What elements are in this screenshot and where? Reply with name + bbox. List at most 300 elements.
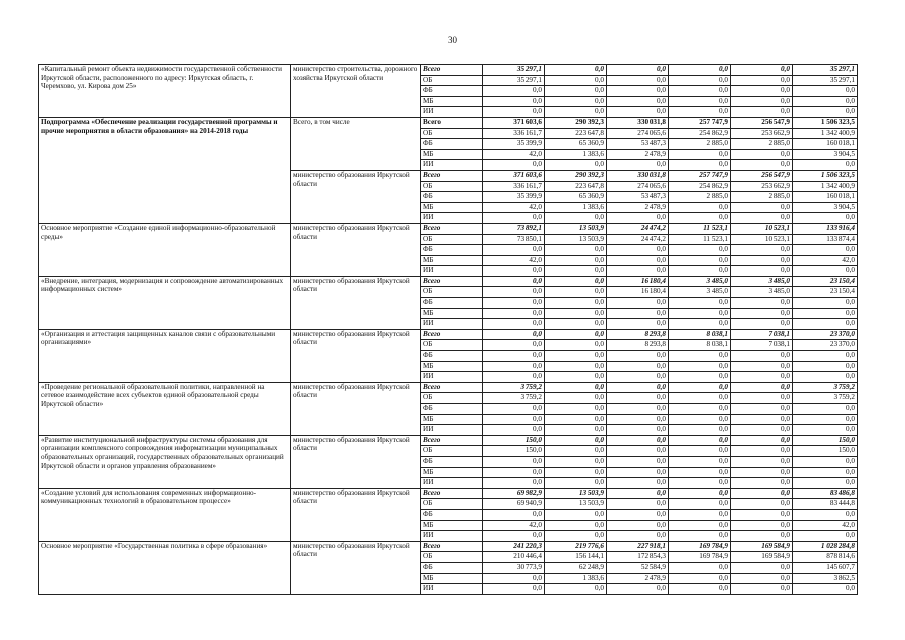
amount-year-cell: 253 662,9 — [731, 181, 793, 192]
amount-year-cell: 0,0 — [731, 446, 793, 457]
amount-total-cell: 0,0 — [793, 351, 858, 362]
amount-year-cell: 330 031,8 — [607, 117, 669, 128]
amount-total-cell: 160 018,1 — [793, 139, 858, 150]
amount-year-cell: 254 862,9 — [669, 181, 731, 192]
amount-year-cell: 52 584,9 — [607, 562, 669, 573]
funding-source: Всего — [421, 541, 483, 552]
amount-year-cell: 0,0 — [669, 478, 731, 489]
amount-year-cell: 0,0 — [669, 65, 731, 76]
amount-year-cell: 0,0 — [545, 160, 607, 171]
amount-year-cell: 253 662,9 — [731, 128, 793, 139]
amount-total-cell: 35 297,1 — [793, 65, 858, 76]
activity-description: «Внедрение, интеграция, модернизация и сопровождение автоматизированных информационных систем» — [39, 276, 291, 329]
amount-year-cell: 0,0 — [607, 266, 669, 277]
amount-total-cell: 133 874,4 — [793, 234, 858, 245]
amount-year-cell: 0,0 — [607, 86, 669, 97]
amount-year-cell: 150,0 — [483, 446, 545, 457]
amount-year-cell: 2 885,0 — [669, 192, 731, 203]
amount-year-cell: 0,0 — [731, 425, 793, 436]
amount-year-cell: 0,0 — [731, 404, 793, 415]
amount-year-cell: 0,0 — [607, 361, 669, 372]
amount-year-cell: 0,0 — [669, 393, 731, 404]
funding-source: МБ — [421, 414, 483, 425]
amount-year-cell: 0,0 — [483, 340, 545, 351]
amount-year-cell: 223 647,8 — [545, 128, 607, 139]
amount-year-cell: 0,0 — [669, 160, 731, 171]
amount-year-cell: 0,0 — [483, 319, 545, 330]
funding-source: Всего — [421, 65, 483, 76]
amount-year-cell: 2 885,0 — [731, 192, 793, 203]
amount-total-cell: 83 444,8 — [793, 499, 858, 510]
amount-year-cell: 290 392,3 — [545, 170, 607, 181]
amount-total-cell: 0,0 — [793, 414, 858, 425]
amount-year-cell: 371 603,6 — [483, 170, 545, 181]
funding-source: ФБ — [421, 86, 483, 97]
amount-year-cell: 0,0 — [607, 255, 669, 266]
amount-year-cell: 0,0 — [483, 298, 545, 309]
amount-year-cell: 371 603,6 — [483, 117, 545, 128]
funding-source: МБ — [421, 308, 483, 319]
funding-source: ОБ — [421, 75, 483, 86]
funding-source: ИИ — [421, 107, 483, 118]
amount-year-cell: 35 399,9 — [483, 192, 545, 203]
funding-source: ОБ — [421, 234, 483, 245]
funding-source: Всего — [421, 276, 483, 287]
amount-total-cell: 0,0 — [793, 266, 858, 277]
amount-total-cell: 0,0 — [793, 404, 858, 415]
amount-year-cell: 0,0 — [731, 435, 793, 446]
amount-total-cell: 1 342 400,9 — [793, 128, 858, 139]
amount-year-cell: 2 478,9 — [607, 573, 669, 584]
amount-year-cell: 0,0 — [607, 308, 669, 319]
amount-year-cell: 53 487,3 — [607, 192, 669, 203]
amount-year-cell: 11 523,1 — [669, 234, 731, 245]
amount-total-cell: 3 862,5 — [793, 573, 858, 584]
amount-year-cell: 0,0 — [483, 86, 545, 97]
responsible-executor: министерство образования Иркутской области — [291, 541, 421, 594]
amount-year-cell: 0,0 — [731, 298, 793, 309]
amount-year-cell: 0,0 — [483, 361, 545, 372]
amount-year-cell: 0,0 — [669, 446, 731, 457]
amount-year-cell: 0,0 — [731, 255, 793, 266]
amount-year-cell: 0,0 — [731, 65, 793, 76]
amount-year-cell: 73 892,1 — [483, 223, 545, 234]
amount-year-cell: 0,0 — [607, 435, 669, 446]
activity-description: Основное мероприятие «Создание единой информационно-образовательной среды» — [39, 223, 291, 276]
amount-year-cell: 0,0 — [731, 520, 793, 531]
amount-year-cell: 0,0 — [483, 287, 545, 298]
amount-total-cell: 0,0 — [793, 160, 858, 171]
amount-year-cell: 0,0 — [545, 446, 607, 457]
amount-year-cell: 0,0 — [545, 520, 607, 531]
funding-source: ОБ — [421, 181, 483, 192]
amount-year-cell: 42,0 — [483, 202, 545, 213]
amount-year-cell: 2 478,9 — [607, 202, 669, 213]
amount-year-cell: 0,0 — [483, 329, 545, 340]
amount-year-cell: 0,0 — [669, 372, 731, 383]
amount-year-cell: 0,0 — [607, 584, 669, 595]
amount-year-cell: 0,0 — [607, 160, 669, 171]
amount-total-cell: 83 486,8 — [793, 488, 858, 499]
funding-source: ФБ — [421, 562, 483, 573]
amount-year-cell: 0,0 — [483, 372, 545, 383]
amount-year-cell: 0,0 — [669, 562, 731, 573]
amount-total-cell: 145 607,7 — [793, 562, 858, 573]
amount-year-cell: 62 248,9 — [545, 562, 607, 573]
amount-year-cell: 0,0 — [669, 86, 731, 97]
amount-year-cell: 0,0 — [483, 414, 545, 425]
amount-year-cell: 169 584,9 — [731, 552, 793, 563]
amount-year-cell: 0,0 — [669, 456, 731, 467]
amount-total-cell: 0,0 — [793, 509, 858, 520]
amount-year-cell: 0,0 — [669, 75, 731, 86]
amount-year-cell: 0,0 — [669, 351, 731, 362]
activity-description: «Проведение региональной образовательной политики, направленной на сетевое взаимодействие всех субъектов единой образовательной среды Иркутской области» — [39, 382, 291, 435]
amount-year-cell: 0,0 — [731, 509, 793, 520]
amount-year-cell: 0,0 — [483, 351, 545, 362]
amount-year-cell: 8 038,1 — [669, 329, 731, 340]
amount-year-cell: 0,0 — [731, 531, 793, 542]
table-row — [39, 329, 858, 340]
amount-year-cell: 274 065,6 — [607, 181, 669, 192]
funding-source: ИИ — [421, 266, 483, 277]
amount-year-cell: 0,0 — [483, 276, 545, 287]
amount-year-cell: 0,0 — [545, 213, 607, 224]
amount-year-cell: 0,0 — [545, 404, 607, 415]
amount-total-cell: 0,0 — [793, 372, 858, 383]
amount-total-cell: 0,0 — [793, 86, 858, 97]
amount-year-cell: 0,0 — [607, 372, 669, 383]
table-row — [39, 541, 858, 552]
amount-year-cell: 0,0 — [731, 562, 793, 573]
funding-source: МБ — [421, 96, 483, 107]
amount-year-cell: 0,0 — [669, 149, 731, 160]
amount-year-cell: 3 759,2 — [483, 393, 545, 404]
amount-total-cell: 23 150,4 — [793, 276, 858, 287]
amount-year-cell: 0,0 — [669, 213, 731, 224]
amount-year-cell: 0,0 — [483, 213, 545, 224]
amount-year-cell: 257 747,9 — [669, 170, 731, 181]
amount-year-cell: 0,0 — [483, 245, 545, 256]
activity-description: Подпрограмма «Обеспечение реализации государственной программы и прочие мероприятия в области образования» на 2014-2018 годы — [39, 117, 291, 223]
amount-year-cell: 0,0 — [607, 382, 669, 393]
amount-year-cell: 0,0 — [545, 456, 607, 467]
amount-year-cell: 0,0 — [607, 245, 669, 256]
amount-year-cell: 0,0 — [731, 319, 793, 330]
amount-year-cell: 69 940,9 — [483, 499, 545, 510]
amount-total-cell: 0,0 — [793, 478, 858, 489]
amount-year-cell: 336 161,7 — [483, 181, 545, 192]
amount-year-cell: 0,0 — [545, 509, 607, 520]
amount-year-cell: 8 293,8 — [607, 329, 669, 340]
activity-description: Основное мероприятие «Государственная политика в сфере образования» — [39, 541, 291, 594]
amount-total-cell: 0,0 — [793, 467, 858, 478]
amount-year-cell: 16 180,4 — [607, 287, 669, 298]
amount-year-cell: 156 144,1 — [545, 552, 607, 563]
amount-year-cell: 0,0 — [607, 414, 669, 425]
amount-year-cell: 0,0 — [545, 308, 607, 319]
amount-year-cell: 0,0 — [731, 382, 793, 393]
amount-year-cell: 0,0 — [607, 213, 669, 224]
amount-year-cell: 0,0 — [607, 478, 669, 489]
amount-year-cell: 0,0 — [545, 425, 607, 436]
amount-year-cell: 0,0 — [731, 266, 793, 277]
amount-total-cell: 1 028 284,8 — [793, 541, 858, 552]
amount-year-cell: 0,0 — [607, 393, 669, 404]
amount-year-cell: 8 293,8 — [607, 340, 669, 351]
amount-total-cell: 150,0 — [793, 446, 858, 457]
amount-year-cell: 0,0 — [669, 245, 731, 256]
amount-year-cell: 1 383,6 — [545, 202, 607, 213]
amount-year-cell: 16 180,4 — [607, 276, 669, 287]
amount-total-cell: 1 506 323,5 — [793, 117, 858, 128]
amount-year-cell: 1 383,6 — [545, 573, 607, 584]
amount-year-cell: 0,0 — [731, 488, 793, 499]
amount-year-cell: 0,0 — [731, 149, 793, 160]
amount-year-cell: 2 885,0 — [731, 139, 793, 150]
amount-year-cell: 0,0 — [483, 478, 545, 489]
amount-year-cell: 0,0 — [607, 319, 669, 330]
funding-source: ОБ — [421, 499, 483, 510]
amount-year-cell: 0,0 — [669, 584, 731, 595]
funding-source: Всего — [421, 329, 483, 340]
amount-year-cell: 0,0 — [607, 456, 669, 467]
responsible-executor: министерство строительства, дорожного хозяйства Иркутской области — [291, 65, 421, 118]
amount-year-cell: 7 038,1 — [731, 340, 793, 351]
funding-source: МБ — [421, 149, 483, 160]
amount-year-cell: 0,0 — [607, 404, 669, 415]
amount-year-cell: 0,0 — [545, 382, 607, 393]
amount-year-cell: 0,0 — [669, 404, 731, 415]
amount-year-cell: 169 784,9 — [669, 541, 731, 552]
funding-source: ИИ — [421, 213, 483, 224]
amount-year-cell: 219 776,6 — [545, 541, 607, 552]
amount-year-cell: 0,0 — [731, 372, 793, 383]
amount-total-cell: 3 759,2 — [793, 382, 858, 393]
table-row — [39, 117, 858, 128]
amount-year-cell: 0,0 — [483, 266, 545, 277]
amount-year-cell: 0,0 — [669, 266, 731, 277]
amount-year-cell: 0,0 — [731, 245, 793, 256]
funding-source: ИИ — [421, 584, 483, 595]
amount-year-cell: 274 065,6 — [607, 128, 669, 139]
amount-year-cell: 0,0 — [545, 351, 607, 362]
responsible-executor: министерство образования Иркутской области — [291, 329, 421, 382]
amount-year-cell: 169 784,9 — [669, 552, 731, 563]
amount-year-cell: 0,0 — [731, 584, 793, 595]
amount-year-cell: 0,0 — [669, 488, 731, 499]
amount-total-cell: 0,0 — [793, 531, 858, 542]
activity-description: «Развитие институциональной инфраструктуры системы образования для организации комплексного сопровождения информатизации муниципальных образовательных организаций, государственных образовательных организаций Иркутской области и органов управления образованием» — [39, 435, 291, 488]
table-row — [39, 382, 858, 393]
amount-year-cell: 0,0 — [607, 351, 669, 362]
amount-year-cell: 0,0 — [731, 351, 793, 362]
amount-year-cell: 0,0 — [669, 467, 731, 478]
table-row — [39, 488, 858, 499]
amount-year-cell: 10 523,1 — [731, 223, 793, 234]
amount-year-cell: 0,0 — [669, 96, 731, 107]
amount-year-cell: 0,0 — [545, 86, 607, 97]
funding-source: ФБ — [421, 139, 483, 150]
amount-year-cell: 13 503,9 — [545, 488, 607, 499]
amount-year-cell: 2 885,0 — [669, 139, 731, 150]
responsible-executor: министерство образования Иркутской области — [291, 435, 421, 488]
amount-year-cell: 0,0 — [731, 456, 793, 467]
amount-year-cell: 0,0 — [607, 425, 669, 436]
amount-year-cell: 0,0 — [545, 414, 607, 425]
page-number: 30 — [448, 35, 457, 45]
amount-year-cell: 0,0 — [545, 478, 607, 489]
amount-year-cell: 0,0 — [731, 467, 793, 478]
funding-source: ОБ — [421, 393, 483, 404]
amount-year-cell: 3 485,0 — [669, 287, 731, 298]
amount-year-cell: 0,0 — [731, 213, 793, 224]
amount-year-cell: 0,0 — [669, 435, 731, 446]
amount-year-cell: 42,0 — [483, 149, 545, 160]
amount-year-cell: 0,0 — [545, 298, 607, 309]
responsible-executor: Всего, в том числе — [291, 117, 421, 170]
amount-year-cell: 257 747,9 — [669, 117, 731, 128]
funding-source: ИИ — [421, 160, 483, 171]
amount-year-cell: 13 503,9 — [545, 499, 607, 510]
amount-total-cell: 0,0 — [793, 245, 858, 256]
amount-year-cell: 0,0 — [607, 298, 669, 309]
amount-year-cell: 330 031,8 — [607, 170, 669, 181]
funding-source: МБ — [421, 361, 483, 372]
amount-year-cell: 0,0 — [669, 509, 731, 520]
amount-total-cell: 3 759,2 — [793, 393, 858, 404]
amount-year-cell: 0,0 — [483, 425, 545, 436]
amount-year-cell: 0,0 — [669, 425, 731, 436]
funding-source: Всего — [421, 170, 483, 181]
amount-year-cell: 0,0 — [669, 361, 731, 372]
amount-year-cell: 42,0 — [483, 520, 545, 531]
funding-source: ИИ — [421, 372, 483, 383]
funding-source: ОБ — [421, 340, 483, 351]
amount-year-cell: 35 297,1 — [483, 65, 545, 76]
funding-source: ОБ — [421, 446, 483, 457]
amount-year-cell: 3 485,0 — [731, 276, 793, 287]
amount-total-cell: 23 370,0 — [793, 340, 858, 351]
amount-year-cell: 0,0 — [483, 467, 545, 478]
funding-source: МБ — [421, 520, 483, 531]
amount-year-cell: 0,0 — [607, 488, 669, 499]
budget-table — [38, 64, 858, 595]
amount-year-cell: 0,0 — [607, 96, 669, 107]
amount-year-cell: 0,0 — [483, 160, 545, 171]
amount-total-cell: 0,0 — [793, 298, 858, 309]
funding-source: ФБ — [421, 298, 483, 309]
amount-total-cell: 0,0 — [793, 213, 858, 224]
amount-year-cell: 0,0 — [731, 393, 793, 404]
amount-year-cell: 69 982,9 — [483, 488, 545, 499]
amount-year-cell: 35 399,9 — [483, 139, 545, 150]
funding-source: МБ — [421, 202, 483, 213]
amount-year-cell: 0,0 — [545, 435, 607, 446]
amount-year-cell: 0,0 — [545, 107, 607, 118]
amount-year-cell: 0,0 — [607, 65, 669, 76]
amount-year-cell: 10 523,1 — [731, 234, 793, 245]
amount-year-cell: 0,0 — [545, 372, 607, 383]
amount-total-cell: 150,0 — [793, 435, 858, 446]
amount-year-cell: 0,0 — [607, 75, 669, 86]
amount-year-cell: 3 759,2 — [483, 382, 545, 393]
funding-source: ФБ — [421, 456, 483, 467]
amount-year-cell: 0,0 — [545, 361, 607, 372]
amount-year-cell: 0,0 — [607, 107, 669, 118]
amount-year-cell: 0,0 — [607, 467, 669, 478]
amount-total-cell: 0,0 — [793, 584, 858, 595]
amount-year-cell: 0,0 — [545, 340, 607, 351]
responsible-executor: министерство образования Иркутской области — [291, 382, 421, 435]
amount-year-cell: 0,0 — [731, 478, 793, 489]
amount-total-cell: 0,0 — [793, 319, 858, 330]
amount-total-cell: 0,0 — [793, 96, 858, 107]
funding-source: ФБ — [421, 192, 483, 203]
amount-year-cell: 0,0 — [545, 266, 607, 277]
amount-year-cell: 227 918,1 — [607, 541, 669, 552]
funding-source: ОБ — [421, 128, 483, 139]
amount-year-cell: 0,0 — [669, 531, 731, 542]
funding-source: ОБ — [421, 552, 483, 563]
amount-total-cell: 1 506 323,5 — [793, 170, 858, 181]
amount-total-cell: 0,0 — [793, 361, 858, 372]
amount-year-cell: 254 862,9 — [669, 128, 731, 139]
table-row — [39, 276, 858, 287]
amount-year-cell: 0,0 — [607, 499, 669, 510]
amount-total-cell: 0,0 — [793, 456, 858, 467]
amount-year-cell: 7 038,1 — [731, 329, 793, 340]
funding-source: Всего — [421, 223, 483, 234]
amount-year-cell: 13 503,9 — [545, 223, 607, 234]
amount-total-cell: 3 904,5 — [793, 202, 858, 213]
amount-year-cell: 0,0 — [731, 107, 793, 118]
amount-year-cell: 0,0 — [731, 86, 793, 97]
amount-year-cell: 241 220,3 — [483, 541, 545, 552]
amount-year-cell: 0,0 — [545, 287, 607, 298]
amount-year-cell: 0,0 — [607, 446, 669, 457]
budget-table-body — [39, 65, 858, 595]
funding-source: ОБ — [421, 287, 483, 298]
amount-year-cell: 0,0 — [669, 520, 731, 531]
amount-year-cell: 65 360,9 — [545, 139, 607, 150]
amount-year-cell: 290 392,3 — [545, 117, 607, 128]
amount-year-cell: 256 547,9 — [731, 170, 793, 181]
amount-year-cell: 0,0 — [731, 75, 793, 86]
funding-source: Всего — [421, 382, 483, 393]
amount-year-cell: 0,0 — [545, 96, 607, 107]
funding-source: МБ — [421, 467, 483, 478]
table-row — [39, 435, 858, 446]
amount-total-cell: 0,0 — [793, 308, 858, 319]
amount-year-cell: 2 478,9 — [607, 149, 669, 160]
amount-year-cell: 42,0 — [483, 255, 545, 266]
funding-source: МБ — [421, 255, 483, 266]
amount-year-cell: 3 485,0 — [731, 287, 793, 298]
amount-year-cell: 0,0 — [669, 319, 731, 330]
amount-year-cell: 65 360,9 — [545, 192, 607, 203]
funding-source: Всего — [421, 488, 483, 499]
responsible-executor: министерство образования Иркутской области — [291, 170, 421, 223]
amount-year-cell: 0,0 — [545, 319, 607, 330]
amount-year-cell: 0,0 — [607, 531, 669, 542]
amount-year-cell: 172 854,3 — [607, 552, 669, 563]
amount-year-cell: 0,0 — [731, 361, 793, 372]
amount-year-cell: 150,0 — [483, 435, 545, 446]
amount-year-cell: 0,0 — [731, 308, 793, 319]
amount-year-cell: 0,0 — [669, 414, 731, 425]
amount-year-cell: 0,0 — [545, 245, 607, 256]
